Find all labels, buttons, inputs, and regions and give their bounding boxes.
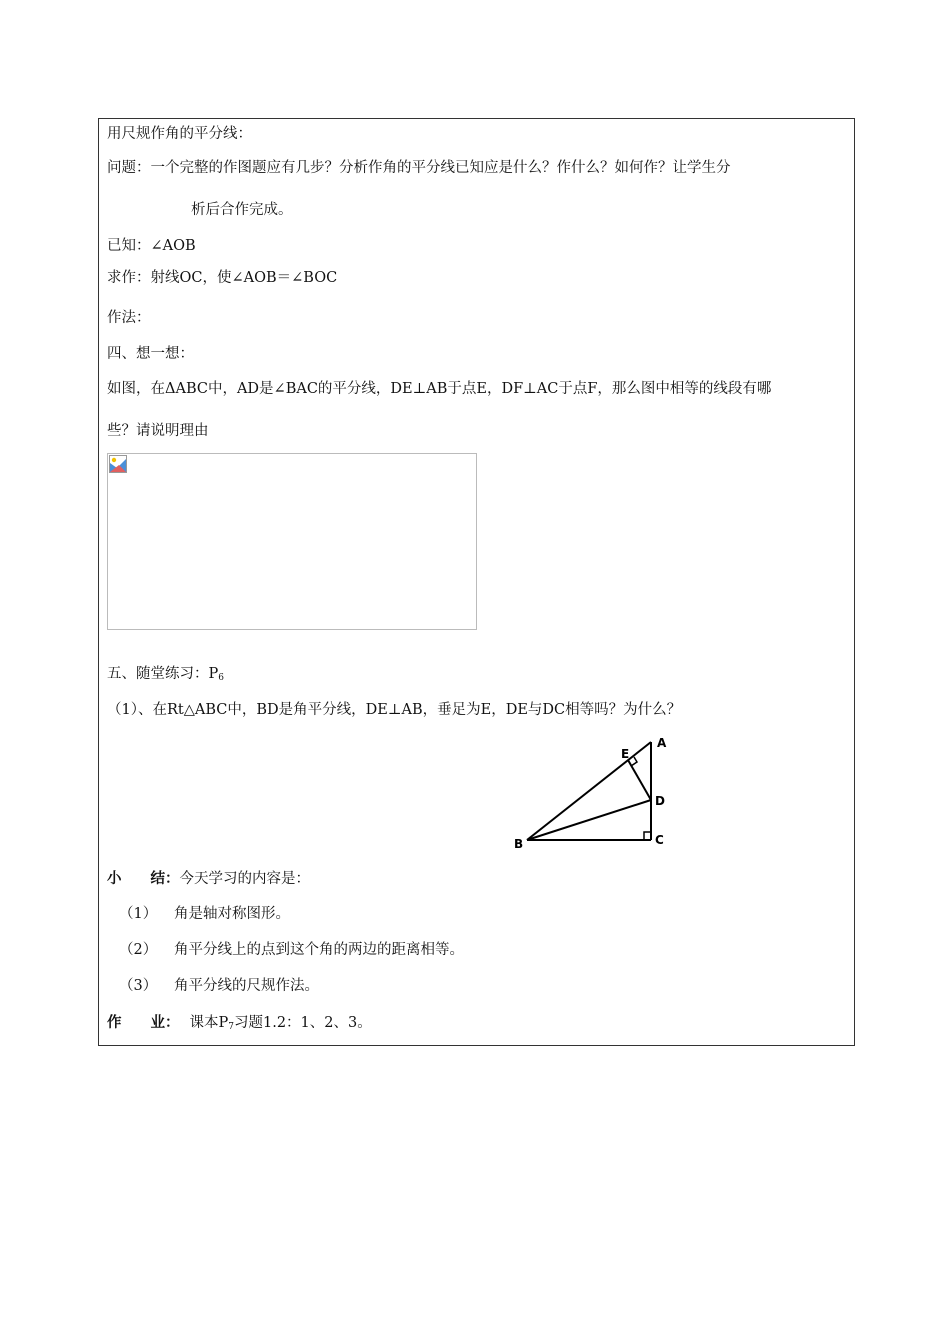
bisector-bd: [527, 800, 651, 840]
homework-text-suffix: 习题1.2：1、2、3。: [234, 1015, 372, 1031]
summary-item-3: [119, 976, 319, 996]
summary-row: [107, 869, 310, 889]
right-angle-c: [644, 832, 651, 840]
question-line-1: 问题：一个完整的作图题应有几步？分析作角的平分线已知应是什么？作什么？如何作？让学生分: [107, 160, 731, 176]
homework-text-prefix: 课本P: [189, 1015, 229, 1031]
label-c: C: [655, 833, 664, 847]
broken-image-icon: [109, 455, 127, 473]
think-problem-line-2: 些？请说明理由: [107, 423, 209, 439]
summary-item-2: [119, 940, 464, 960]
summary-item-num: （2）: [119, 942, 158, 958]
given-line: 已知：∠AOB: [107, 238, 196, 254]
label-d: D: [655, 794, 665, 808]
summary-item-num: （3）: [119, 978, 158, 994]
label-b: B: [514, 837, 524, 851]
summary-item-text: 角是轴对称图形。: [174, 906, 290, 922]
label-a: A: [657, 736, 667, 750]
summary-item-text: 角平分线的尺规作法。: [174, 978, 319, 994]
practice-heading: [107, 664, 224, 688]
think-problem-line-1: 如图，在ΔABC中，AD是∠BAC的平分线，DE⊥AB于点E，DF⊥AC于点F，那么图中相等的线段有哪: [107, 381, 772, 397]
summary-label: 小 结：: [107, 870, 180, 887]
image-placeholder: [107, 453, 477, 630]
think-heading: 四、想一想：: [107, 346, 194, 362]
question-line-2: 析后合作完成。: [191, 202, 293, 218]
summary-item-text: 角平分线上的点到这个角的两边的距离相等。: [174, 942, 464, 958]
practice-exercise: （1）、在Rt△ABC中，BD是角平分线，DE⊥AB，垂足为E，DE与DC相等吗？为什么？: [107, 702, 682, 718]
side-ab: [527, 742, 651, 840]
method-line: 作法：: [107, 310, 151, 326]
practice-heading-sub: 6: [218, 673, 224, 683]
summary-item-1: [119, 904, 290, 924]
triangle-figure: [505, 732, 685, 854]
homework-text-sub: 7: [228, 1022, 234, 1032]
homework-label: 作 业：: [107, 1014, 180, 1031]
practice-heading-text: 五、随堂练习：P: [107, 666, 219, 682]
summary-item-num: （1）: [119, 906, 158, 922]
ruler-heading: 用尺规作角的平分线：: [107, 126, 252, 142]
label-e: E: [621, 747, 630, 761]
construct-line: 求作：射线OC，使∠AOB＝∠BOC: [107, 270, 338, 286]
summary-intro: 今天学习的内容是：: [179, 871, 310, 887]
homework-row: [107, 1013, 372, 1037]
